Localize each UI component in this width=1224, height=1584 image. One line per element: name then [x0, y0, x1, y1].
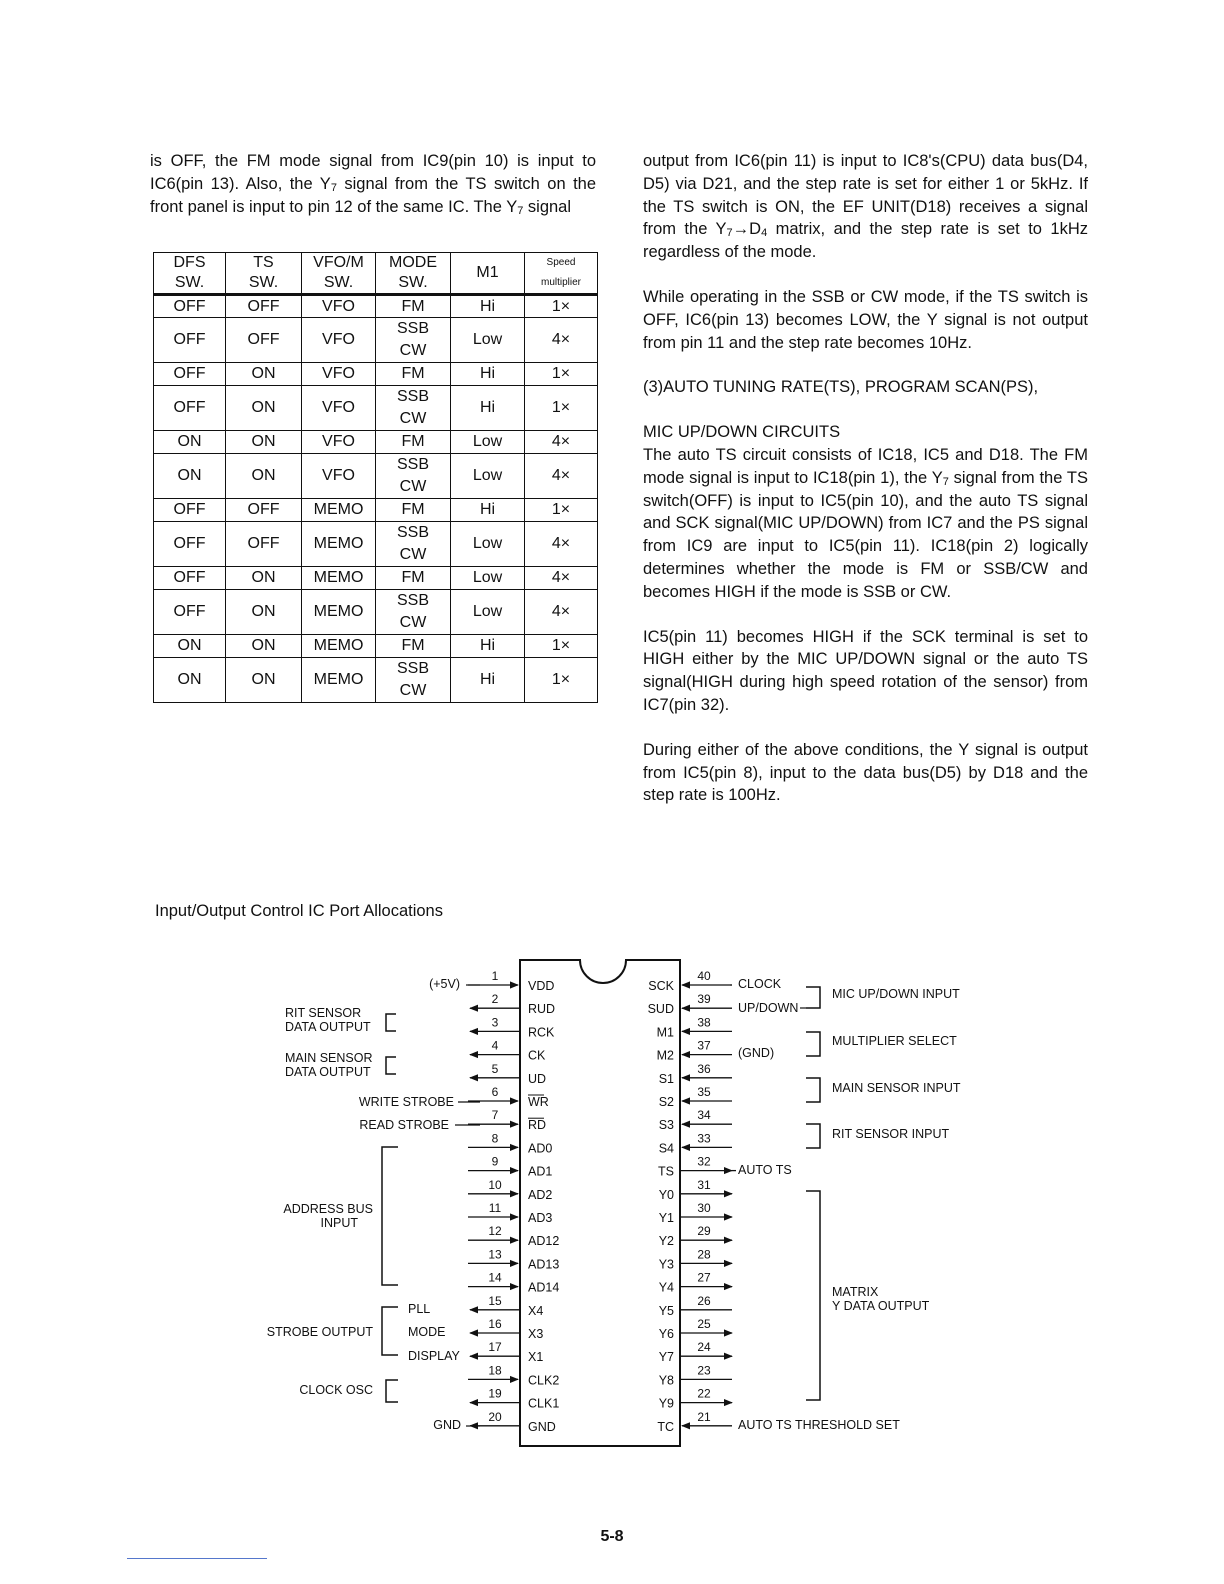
right-paragraph-3: The auto TS circuit consists of IC18, IC5 and D18. The FM mode signal is input to IC18(pin 1), the $Y_7$ signal from the TS switch(OFF) is input to IC5(pin 10), and the auto TS signal and SCK signal(MIC UP/DOWN) from IC7 and the PS signal from IC9 are input to IC5(pin 11). IC18(pin 2) logically determines whether the mode is FM or SSB/CW and becomes HIGH if the mode is SSB or CW. — [643, 445, 1088, 601]
table-cell: OFF — [226, 499, 302, 522]
table-cell: ON — [154, 658, 226, 703]
pin-name-right: Y9 — [658, 1396, 674, 1411]
pin-name-left: AD14 — [528, 1280, 560, 1295]
table-cell: Hi — [451, 635, 525, 658]
pin-number-left: 4 — [491, 1038, 499, 1053]
table-cell: VFO — [302, 431, 376, 454]
table-cell: ON — [226, 635, 302, 658]
label-pll: PLL — [408, 1302, 431, 1316]
label-display: DISPLAY — [408, 1349, 460, 1363]
table-cell: 4× — [525, 431, 598, 454]
pin-name-left: AD1 — [528, 1164, 553, 1179]
pin-number-right: 38 — [697, 1015, 711, 1030]
table-cell: ON — [154, 431, 226, 454]
label-auto-ts: AUTO TS — [738, 1163, 792, 1177]
table-cell: 1× — [525, 499, 598, 522]
bracket-main-output — [386, 1057, 396, 1074]
pin-name-left: GND — [528, 1419, 556, 1434]
table-cell: OFF — [154, 590, 226, 635]
table-header-cell: DFS SW. — [154, 253, 226, 295]
pin-name-right: SCK — [648, 979, 674, 993]
bracket-mic-updown — [806, 987, 820, 1008]
pin-name-left: X1 — [528, 1350, 544, 1365]
pin-name-right: Y8 — [658, 1373, 674, 1388]
pin-name-right: S1 — [658, 1071, 674, 1086]
table-header-cell: MODE SW. — [376, 253, 451, 295]
pin-name-left: UD — [528, 1071, 547, 1086]
table-cell: FM — [376, 567, 451, 590]
bracket-strobe-output — [382, 1307, 398, 1355]
pin-name-left: VDD — [528, 979, 555, 993]
table-cell: Low — [451, 454, 525, 499]
table-cell: SSB CW — [376, 590, 451, 635]
pin-number-left: 10 — [488, 1177, 502, 1192]
label-read-strobe: READ STROBE — [359, 1118, 449, 1132]
table-cell: Low — [451, 318, 525, 363]
pin-number-left: 7 — [491, 1108, 499, 1123]
table-cell: FM — [376, 635, 451, 658]
table-cell: 4× — [525, 454, 598, 499]
label-y-data-output: Y DATA OUTPUT — [832, 1299, 930, 1313]
labels-layer — [267, 977, 961, 1432]
table-cell: ON — [226, 590, 302, 635]
table-cell: VFO — [302, 318, 376, 363]
table-cell: 1× — [525, 658, 598, 703]
table-cell: 4× — [525, 318, 598, 363]
label-main-data-output: DATA OUTPUT — [285, 1065, 371, 1079]
table-cell: MEMO — [302, 590, 376, 635]
pin-name-right: Y0 — [658, 1187, 674, 1202]
pin-number-right: 21 — [697, 1409, 711, 1424]
table-cell: OFF — [154, 295, 226, 318]
table-cell: FM — [376, 295, 451, 318]
pin-name-right: S2 — [658, 1095, 674, 1109]
label-rit-data-output: DATA OUTPUT — [285, 1020, 371, 1034]
section-heading-line1: (3)AUTO TUNING RATE(TS), PROGRAM SCAN(PS), — [643, 378, 1039, 397]
table-cell: 4× — [525, 567, 598, 590]
label-right-gnd: (GND) — [738, 1046, 775, 1060]
pin-number-right: 34 — [697, 1108, 711, 1123]
pin-number-right: 32 — [697, 1154, 711, 1169]
pin-name-left: WR — [528, 1095, 549, 1109]
pin-name-left: CLK1 — [528, 1396, 560, 1411]
label-mode: MODE — [408, 1325, 446, 1339]
table-cell: ON — [226, 454, 302, 499]
table-cell: VFO — [302, 386, 376, 431]
label-rit-sensor-input: RIT SENSOR INPUT — [832, 1127, 950, 1141]
table-header-cell: VFO/M SW. — [302, 253, 376, 295]
table-cell: OFF — [154, 318, 226, 363]
label-address-bus: ADDRESS BUS — [283, 1202, 373, 1216]
label-matrix: MATRIX — [832, 1285, 879, 1299]
table-cell: 1× — [525, 635, 598, 658]
footer-line — [127, 1558, 267, 1559]
table-cell: Hi — [451, 499, 525, 522]
pin-name-right: Y4 — [658, 1280, 674, 1295]
pin-number-left: 6 — [491, 1085, 499, 1099]
pin-number-right: 30 — [697, 1201, 711, 1215]
table-cell: MEMO — [302, 522, 376, 567]
table-cell: SSB CW — [376, 386, 451, 431]
label-strobe-output: STROBE OUTPUT — [266, 1325, 373, 1339]
right-paragraph-4: IC5(pin 11) becomes HIGH if the SCK terminal is set to HIGH either by the MIC UP/DOWN signal or the auto TS signal(HIGH during high speed rotation of the sensor) from IC7(pin 32). — [643, 627, 1088, 714]
table-cell: MEMO — [302, 567, 376, 590]
pin-number-right: 29 — [697, 1224, 711, 1239]
bracket-rit-input — [806, 1124, 820, 1148]
pin-number-left: 16 — [488, 1317, 502, 1331]
pin-name-right: M1 — [656, 1025, 674, 1040]
pin-number-left: 5 — [491, 1061, 499, 1076]
page-number: 5-8 — [600, 1528, 624, 1545]
figure-title: Input/Output Control IC Port Allocations — [155, 902, 443, 920]
table-cell: OFF — [226, 318, 302, 363]
pin-number-left: 9 — [491, 1154, 499, 1169]
right-paragraph-1: output from IC6(pin 11) is input to IC8's(CPU) data bus(D4, D5) via D21, and the step rate is set for either 1 or 5kHz. If the TS switch is ON, the EF UNIT(D18) receives a signal from the $Y_7\to D_4$ matrix, and the step rate is set to 1kHz regardless of the mode. — [643, 152, 1088, 262]
table-cell: ON — [154, 454, 226, 499]
table-cell: Hi — [451, 658, 525, 703]
table-cell: OFF — [226, 522, 302, 567]
pin-name-right: SUD — [647, 1002, 674, 1017]
pin-number-right: 25 — [697, 1317, 711, 1331]
table-cell: FM — [376, 363, 451, 386]
pin-number-right: 35 — [697, 1085, 711, 1099]
pin-name-right: Y7 — [658, 1350, 674, 1365]
table-cell: SSB CW — [376, 522, 451, 567]
label-plus5v: (+5V) — [429, 977, 460, 991]
pin-number-left: 3 — [491, 1015, 499, 1030]
pin-number-left: 2 — [491, 992, 499, 1007]
table-cell: 4× — [525, 590, 598, 635]
table-cell: FM — [376, 499, 451, 522]
pin-number-right: 39 — [697, 992, 711, 1007]
table-cell: ON — [226, 386, 302, 431]
label-mic-updown-input: MIC UP/DOWN INPUT — [832, 987, 960, 1001]
pin-name-left: AD0 — [528, 1141, 553, 1156]
table-cell: ON — [226, 431, 302, 454]
right-paragraph-5: During either of the above conditions, the Y signal is output from IC5(pin 8), input to the data bus(D5) by D18 and the step rate is 100Hz. — [643, 740, 1088, 805]
label-clock: CLOCK — [738, 977, 782, 991]
pin-name-right: TS — [658, 1164, 674, 1179]
pin-number-left: 14 — [488, 1270, 502, 1285]
pin-name-left: AD13 — [528, 1257, 560, 1272]
table-cell: Low — [451, 431, 525, 454]
table-cell: ON — [226, 658, 302, 703]
label-multiplier-select: MULTIPLIER SELECT — [832, 1034, 957, 1048]
table-cell: SSB CW — [376, 454, 451, 499]
pin-name-right: S4 — [658, 1141, 674, 1156]
pin-name-left: AD2 — [528, 1187, 553, 1202]
pin-number-left: 13 — [488, 1247, 502, 1262]
table-cell: VFO — [302, 363, 376, 386]
pin-number-right: 27 — [697, 1270, 711, 1285]
right-paragraph-2: While operating in the SSB or CW mode, if the TS switch is OFF, IC6(pin 13) becomes LOW, the Y signal is not output from pin 11 and the step rate becomes 10Hz. — [643, 287, 1088, 352]
bracket-clock-osc — [386, 1380, 398, 1402]
bracket-multiplier — [806, 1032, 820, 1056]
table-header-cell: Speed multiplier — [525, 253, 598, 295]
pin-number-right: 33 — [697, 1131, 711, 1146]
pin-number-left: 18 — [488, 1363, 502, 1378]
table-cell: SSB CW — [376, 658, 451, 703]
table-cell: MEMO — [302, 635, 376, 658]
pin-number-left: 19 — [488, 1386, 502, 1401]
table-cell: SSB CW — [376, 318, 451, 363]
pin-number-right: 23 — [697, 1363, 711, 1378]
table-cell: VFO — [302, 454, 376, 499]
table-cell: 1× — [525, 295, 598, 318]
pin-name-left: X3 — [528, 1327, 544, 1341]
pins-layer — [468, 969, 736, 1434]
pin-number-left: 11 — [488, 1201, 502, 1215]
pin-name-right: Y3 — [658, 1257, 674, 1272]
bracket-rit-output — [386, 1014, 396, 1031]
bracket-matrix — [806, 1191, 820, 1400]
pin-name-left: RUD — [528, 1002, 556, 1017]
pin-number-right: 37 — [697, 1038, 711, 1053]
table-cell: OFF — [226, 295, 302, 318]
pin-number-left: 15 — [488, 1293, 502, 1308]
pin-number-left: 1 — [491, 969, 499, 983]
table-cell: ON — [226, 567, 302, 590]
pin-name-right: M2 — [656, 1048, 674, 1063]
label-main-sensor: MAIN SENSOR — [285, 1051, 373, 1065]
table-cell: 1× — [525, 363, 598, 386]
pin-name-left: CLK2 — [528, 1373, 560, 1388]
bracket-address-bus — [382, 1147, 398, 1285]
label-threshold: AUTO TS THRESHOLD SET — [738, 1418, 900, 1432]
table-cell: Hi — [451, 386, 525, 431]
label-gnd: GND — [433, 1418, 461, 1432]
table-cell: FM — [376, 431, 451, 454]
table-cell: Low — [451, 522, 525, 567]
label-updown: UP/DOWN — [738, 1001, 799, 1015]
label-write-strobe: WRITE STROBE — [358, 1095, 454, 1109]
table-header-cell: M1 — [451, 253, 525, 295]
pin-number-right: 40 — [697, 969, 711, 983]
table-cell: OFF — [154, 522, 226, 567]
pin-name-left: AD12 — [528, 1234, 560, 1249]
label-rit-sensor: RIT SENSOR — [285, 1006, 362, 1020]
pin-name-left: AD3 — [528, 1211, 553, 1225]
label-address-input: INPUT — [320, 1216, 358, 1230]
pin-name-right: Y6 — [658, 1327, 674, 1341]
pin-number-right: 24 — [697, 1340, 711, 1355]
table-cell: 4× — [525, 522, 598, 567]
pin-number-left: 8 — [491, 1131, 499, 1146]
pin-number-left: 20 — [488, 1409, 502, 1424]
table-header-cell: TS SW. — [226, 253, 302, 295]
table-cell: ON — [226, 363, 302, 386]
pin-name-left: RD — [528, 1118, 547, 1133]
pin-name-right: Y5 — [658, 1303, 674, 1318]
pin-number-right: 22 — [697, 1386, 711, 1401]
table-cell: Low — [451, 590, 525, 635]
pin-name-left: X4 — [528, 1303, 544, 1318]
table-cell: Hi — [451, 363, 525, 386]
pin-name-right: Y2 — [658, 1234, 674, 1249]
label-clock-osc: CLOCK OSC — [299, 1383, 373, 1397]
table-cell: Low — [451, 567, 525, 590]
table-cell: OFF — [154, 363, 226, 386]
table-cell: VFO — [302, 295, 376, 318]
table-cell: Hi — [451, 295, 525, 318]
table-cell: 1× — [525, 386, 598, 431]
pin-number-right: 31 — [697, 1177, 711, 1192]
pin-name-right: TC — [657, 1419, 674, 1434]
pin-name-right: Y1 — [658, 1211, 674, 1225]
section-heading-line2: MIC UP/DOWN CIRCUITS — [643, 423, 841, 442]
label-main-sensor-input: MAIN SENSOR INPUT — [832, 1081, 961, 1095]
pin-number-left: 17 — [488, 1340, 502, 1355]
pin-number-right: 36 — [697, 1061, 711, 1076]
left-paragraph: is OFF, the FM mode signal from IC9(pin 10) is input to IC6(pin 13). Also, the $Y_7$ signal from the TS switch on the front panel is input to pin 12 of the same IC. The $Y_7$ signal — [150, 152, 596, 217]
bracket-main-input — [806, 1078, 820, 1102]
table-cell: OFF — [154, 386, 226, 431]
pin-number-right: 26 — [697, 1293, 711, 1308]
pin-name-left: RCK — [528, 1025, 555, 1040]
table-cell: OFF — [154, 499, 226, 522]
table-cell: MEMO — [302, 499, 376, 522]
pin-name-right: S3 — [658, 1118, 674, 1133]
table-cell: OFF — [154, 567, 226, 590]
table-cell: ON — [154, 635, 226, 658]
pin-number-left: 12 — [488, 1224, 502, 1239]
table-cell: MEMO — [302, 658, 376, 703]
pin-number-right: 28 — [697, 1247, 711, 1262]
pin-name-left: CK — [528, 1048, 546, 1063]
